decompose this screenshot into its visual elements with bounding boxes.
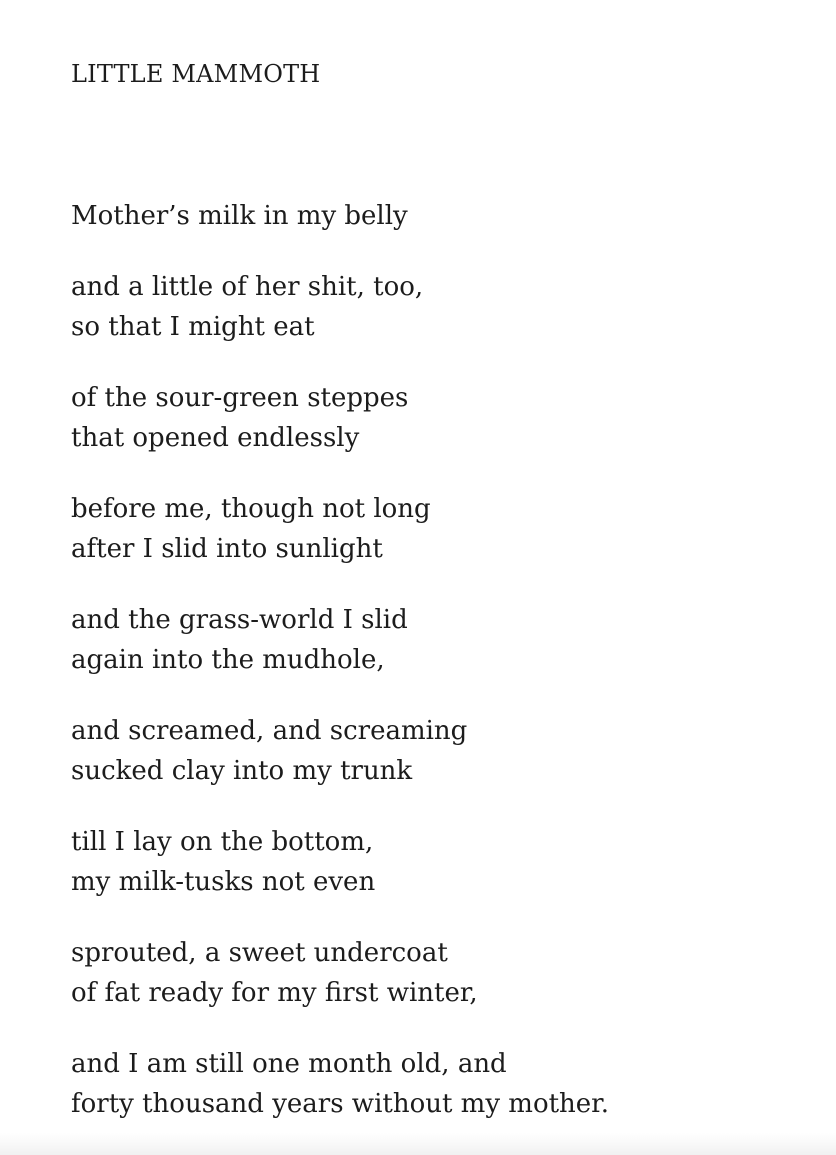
- stanza: [71, 1044, 791, 1125]
- poem-line: again into the mudhole,: [71, 645, 385, 675]
- stanza: [71, 711, 791, 792]
- poem-line: sucked clay into my trunk: [71, 756, 413, 786]
- poem-line: Mother’s milk in my belly: [71, 201, 408, 231]
- stanza: [71, 267, 791, 348]
- poem-title: LITTLE MAMMOTH: [71, 60, 321, 88]
- poem-line: of fat ready for my first winter,: [71, 978, 478, 1008]
- stanza: [71, 196, 791, 237]
- poem-line: sprouted, a sweet undercoat: [71, 937, 448, 968]
- poem-line: so that I might eat: [71, 312, 315, 342]
- stanza: [71, 933, 791, 1014]
- poem-body: [71, 196, 791, 1155]
- poem-line: till I lay on the bottom,: [71, 826, 374, 857]
- poem-line: and a little of her shit, too,: [71, 271, 424, 302]
- bottom-edge-shadow: [0, 1133, 836, 1155]
- poem-line: before me, though not long: [71, 493, 431, 524]
- poem-line: and the grass-world I slid: [71, 604, 408, 635]
- poem-line: and I am still one month old, and: [71, 1048, 507, 1079]
- poem-line: forty thousand years without my mother.: [71, 1089, 610, 1119]
- poem-line: that opened endlessly: [71, 423, 360, 453]
- poem-line: after I slid into sunlight: [71, 534, 383, 564]
- stanza: [71, 600, 791, 681]
- poem-line: my milk-tusks not even: [71, 867, 376, 897]
- stanza: [71, 378, 791, 459]
- poem-line: of the sour-green steppes: [71, 382, 409, 413]
- stanza: [71, 489, 791, 570]
- poem-line: and screamed, and screaming: [71, 715, 468, 746]
- stanza: [71, 822, 791, 903]
